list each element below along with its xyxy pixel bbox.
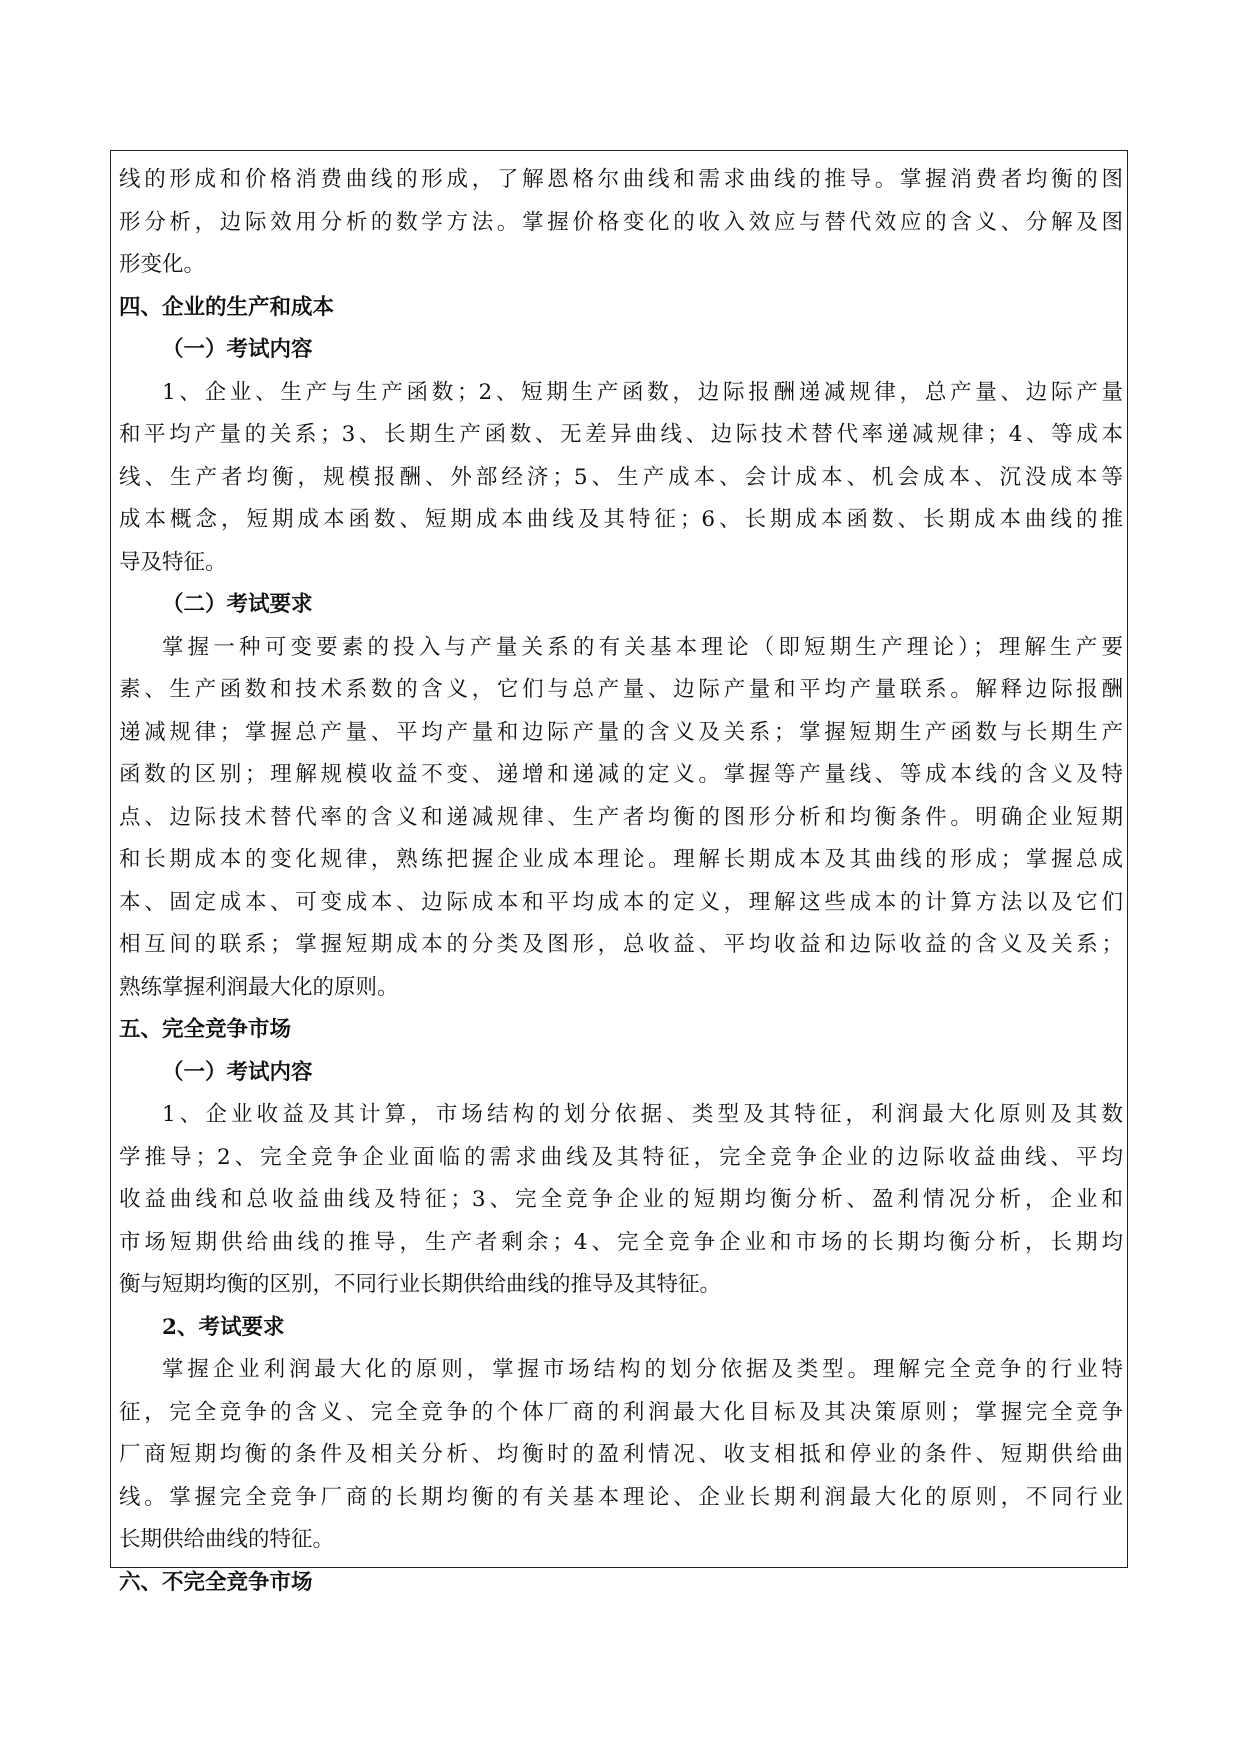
paragraph-line: 点、边际技术替代率的含义和递减规律、生产者均衡的图形分析和均衡条件。明确企业短期 (119, 804, 1123, 830)
paragraph-line: 本、固定成本、可变成本、边际成本和平均成本的定义，理解这些成本的计算方法以及它们 (119, 889, 1123, 915)
paragraph-line: 和平均产量的关系；3、长期生产函数、无差异曲线、边际技术替代率递减规律；4、等成本 (119, 422, 1123, 447)
paragraph-line: 掌握一种可变要素的投入与产量关系的有关基本理论（即短期生产理论）；理解生产要 (162, 634, 1123, 660)
section-heading: 六、不完全竞争市场 (119, 1569, 313, 1595)
paragraph-line: 市场短期供给曲线的推导，生产者剩余；4、完全竞争企业和市场的长期均衡分析，长期均 (119, 1229, 1123, 1255)
section-heading: 四、企业的生产和成本 (119, 294, 335, 320)
paragraph-line: 成本概念，短期成本函数、短期成本曲线及其特征；6、长期成本函数、长期成本曲线的推 (119, 507, 1123, 532)
subsection-heading: （一）考试内容 (162, 1059, 313, 1085)
paragraph-line: 素、生产函数和技术系数的含义，它们与总产量、边际产量和平均产量联系。解释边际报酬 (119, 677, 1123, 702)
paragraph-line: 征，完全竞争的含义、完全竞争的个体厂商的利润最大化目标及其决策原则；掌握完全竞争 (119, 1399, 1123, 1425)
paragraph-line: 和长期成本的变化规律，熟练把握企业成本理论。理解长期成本及其曲线的形成；掌握总成 (119, 847, 1123, 872)
paragraph-line: 学推导；2、完全竞争企业面临的需求曲线及其特征，完全竞争企业的边际收益曲线、平均 (119, 1144, 1123, 1170)
paragraph-line: 掌握企业利润最大化的原则，掌握市场结构的划分依据及类型。理解完全竞争的行业特 (162, 1357, 1123, 1382)
paragraph-line: 1、企业收益及其计算，市场结构的划分依据、类型及其特征，利润最大化原则及其数 (162, 1102, 1123, 1127)
paragraph-line: 长期供给曲线的特征。 (119, 1527, 335, 1552)
paragraph-line: 收益曲线和总收益曲线及特征；3、完全竞争企业的短期均衡分析、盈利情况分析，企业和 (119, 1187, 1123, 1212)
document-body (119, 159, 1123, 1604)
paragraph-line: 1、企业、生产与生产函数；2、短期生产函数，边际报酬递减规律，总产量、边际产量 (162, 379, 1123, 405)
paragraph-line: 熟练掌握利润最大化的原则。 (119, 974, 399, 1000)
subsection-heading: （二）考试要求 (162, 592, 313, 617)
paragraph-line: 线的形成和价格消费曲线的形成，了解恩格尔曲线和需求曲线的推导。掌握消费者均衡的图 (119, 167, 1123, 192)
paragraph-line: 导及特征。 (119, 549, 227, 575)
paragraph-line: 厂商短期均衡的条件及相关分析、均衡时的盈利情况、收支相抵和停业的条件、短期供给曲 (119, 1442, 1123, 1467)
subsection-heading: （一）考试内容 (162, 337, 313, 362)
section-heading: 五、完全竞争市场 (119, 1017, 292, 1042)
paragraph-line: 函数的区别；理解规模收益不变、递增和递减的定义。掌握等产量线、等成本线的含义及特 (119, 762, 1123, 787)
paragraph-line: 形变化。 (119, 252, 206, 277)
paragraph-line: 形分析，边际效用分析的数学方法。掌握价格变化的收入效应与替代效应的含义、分解及图 (119, 209, 1123, 235)
paragraph-line: 线、生产者均衡，规模报酬、外部经济；5、生产成本、会计成本、机会成本、沉没成本等 (119, 464, 1123, 490)
paragraph-line: 线。掌握完全竞争厂商的长期均衡的有关基本理论、企业长期利润最大化的原则，不同行业 (119, 1484, 1123, 1510)
paragraph-line: 相互间的联系；掌握短期成本的分类及图形，总收益、平均收益和边际收益的含义及关系； (119, 932, 1123, 957)
subsection-heading: 2、考试要求 (162, 1314, 285, 1340)
paragraph-line: 递减规律；掌握总产量、平均产量和边际产量的含义及关系；掌握短期生产函数与长期生产 (119, 719, 1123, 745)
paragraph-line: 衡与短期均衡的区别，不同行业长期供给曲线的推导及其特征。 (119, 1272, 722, 1297)
